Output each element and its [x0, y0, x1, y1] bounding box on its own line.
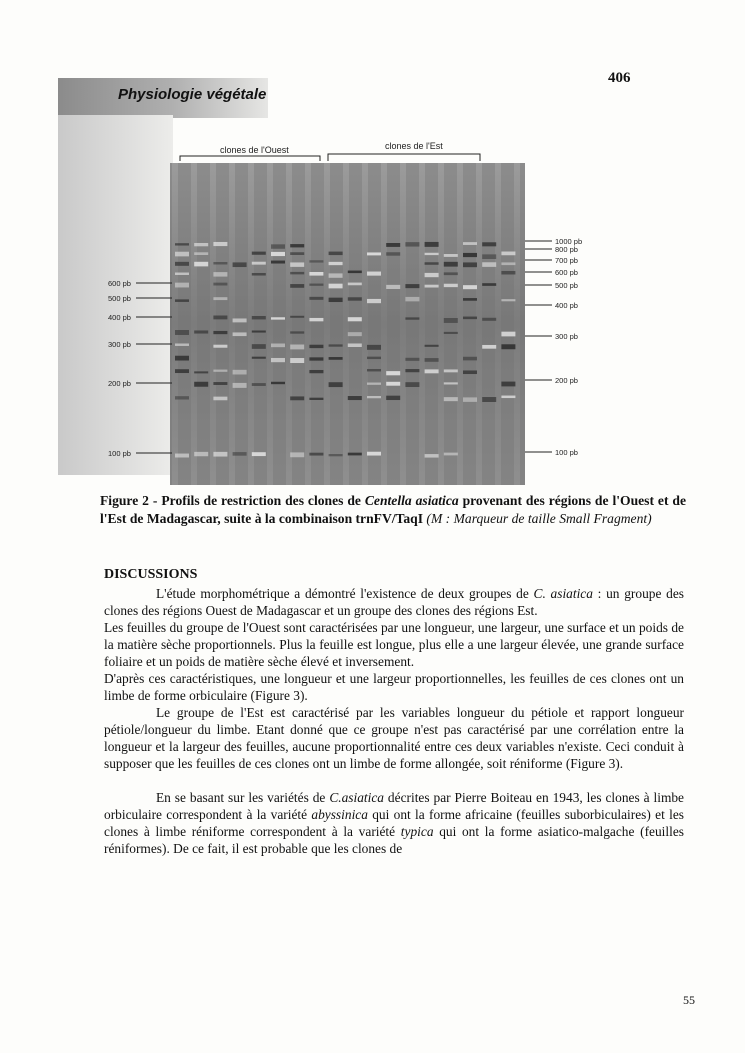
gel-band	[425, 369, 439, 373]
gel-band	[290, 262, 304, 266]
gel-band	[444, 254, 458, 257]
p1-text-a: L'étude morphométrique a démontré l'existence de deux groupes de	[156, 586, 534, 601]
gel-band	[482, 397, 496, 402]
gel-band	[290, 316, 304, 318]
gel-band	[367, 383, 381, 385]
gel-band	[329, 298, 343, 302]
right-marker-label: 600 pb	[555, 268, 578, 277]
gel-band	[290, 331, 304, 333]
p5-text-d: qui ont la forme asiatico-malgache (feuilles réniformes). De ce fait, il est probable que les clones de	[104, 824, 684, 856]
gel-band	[175, 252, 189, 257]
gel-band	[444, 284, 458, 287]
gel-band	[329, 252, 343, 255]
gel-band	[309, 345, 323, 348]
gel-band	[175, 243, 189, 245]
right-marker-label: 400 pb	[555, 301, 578, 310]
gel-band	[309, 318, 323, 321]
gel-band	[367, 369, 381, 371]
gel-band	[444, 272, 458, 275]
gel-band	[444, 332, 458, 334]
left-marker-label: 200 pb	[108, 379, 131, 388]
left-marker-label: 100 pb	[108, 449, 131, 458]
gel-band	[463, 370, 477, 374]
gel-band	[175, 396, 189, 399]
gel-band	[309, 357, 323, 360]
gel-band	[290, 284, 304, 288]
gel-band	[386, 371, 400, 375]
gel-band	[367, 396, 381, 398]
left-marker-label: 400 pb	[108, 313, 131, 322]
gel-band	[329, 344, 343, 346]
gel-band	[233, 318, 247, 322]
gel-band	[367, 252, 381, 255]
left-marker-label: 600 pb	[108, 279, 131, 288]
gel-band	[405, 284, 419, 288]
page-number-top: 406	[608, 70, 631, 86]
gel-band	[386, 252, 400, 255]
gel-band	[367, 357, 381, 359]
gel-band	[501, 344, 515, 349]
gel-band	[425, 242, 439, 247]
left-marker-label: 300 pb	[108, 340, 131, 349]
gel-band	[501, 252, 515, 256]
gel-band	[194, 330, 208, 333]
gel-band	[482, 318, 496, 321]
gel-band	[252, 252, 266, 255]
right-marker-label: 100 pb	[555, 448, 578, 457]
gel-band	[252, 383, 266, 386]
gel-band	[175, 343, 189, 345]
gel-band	[405, 242, 419, 246]
gel-electrophoresis-figure	[100, 135, 600, 485]
gel-band	[444, 318, 458, 323]
gel-band	[194, 371, 208, 373]
gel-band	[329, 262, 343, 265]
gel-band	[309, 398, 323, 400]
gel-band	[444, 453, 458, 456]
gel-band	[252, 316, 266, 319]
gel-band	[213, 382, 227, 385]
gel-band	[309, 260, 323, 262]
discussion-paragraph-3: D'après ces caractéristiques, une longueur et une largeur proportionnelles, les feuilles de ces clones ont un limbe de forme orbiculaire (Figure 3).	[104, 671, 684, 703]
right-marker-label: 1000 pb	[555, 237, 583, 246]
gel-band	[367, 272, 381, 276]
gel-band	[290, 345, 304, 350]
gel-band	[405, 382, 419, 387]
gel-band	[425, 285, 439, 288]
right-marker-label: 200 pb	[555, 376, 578, 385]
gel-band	[501, 396, 515, 399]
gel-band	[425, 358, 439, 362]
gel-band	[463, 253, 477, 257]
gel-group-label-west: clones de l'Ouest	[220, 145, 289, 155]
gel-band	[386, 243, 400, 247]
gel-band	[213, 297, 227, 300]
left-size-markers	[108, 279, 172, 458]
gel-band	[444, 262, 458, 267]
gel-band	[463, 285, 477, 289]
gel-band	[271, 358, 285, 362]
gel-band	[367, 299, 381, 303]
gel-group-label-east: clones de l'Est	[385, 141, 443, 151]
gel-band	[501, 271, 515, 275]
p5-text-a: En se basant sur les variétés de	[156, 790, 330, 805]
p5-species: C.asiatica	[329, 790, 384, 805]
gel-band	[309, 284, 323, 286]
gel-band	[175, 454, 189, 458]
gel-band	[386, 285, 400, 289]
gel-band	[213, 242, 227, 246]
gel-band	[213, 316, 227, 320]
gel-band	[194, 252, 208, 255]
gel-band	[252, 273, 266, 276]
gel-band	[233, 452, 247, 456]
right-marker-label: 300 pb	[555, 332, 578, 341]
gel-band	[348, 297, 362, 300]
gel-band	[213, 397, 227, 401]
gel-band	[213, 262, 227, 265]
figure-caption	[100, 492, 686, 528]
right-marker-label: 700 pb	[555, 256, 578, 265]
gel-band	[252, 344, 266, 349]
gel-band	[252, 262, 266, 265]
gel-band	[425, 345, 439, 347]
p1-species: C. asiatica	[533, 586, 593, 601]
gel-band	[252, 357, 266, 359]
gel-band	[290, 452, 304, 457]
discussion-paragraph-4: Le groupe de l'Est est caractérisé par les variables longueur du pétiole et rapport longueur pétiole/longueur du limbe. Etant donné que ce groupe n'est pas caractérisé par une corrélation entre la longueur et la largeur des feuilles, aucune proportionnalité entre ces deux variables n'existe. Ceci conduit à supposer que les feuilles de ces clones ont un limbe de forme allongée, soit réniforme (Figure 3).	[104, 705, 684, 771]
gel-band	[501, 332, 515, 337]
right-size-markers	[525, 237, 582, 457]
gel-band	[425, 253, 439, 255]
gel-band	[175, 356, 189, 361]
gel-band	[501, 262, 515, 265]
gel-band	[425, 273, 439, 277]
gel-band	[290, 396, 304, 400]
gel-band	[386, 396, 400, 400]
gel-band	[463, 298, 477, 301]
gel-band	[175, 299, 189, 302]
figure-label: Figure 2	[100, 493, 149, 508]
gel-band	[405, 358, 419, 361]
discussion-paragraph-5	[104, 789, 684, 857]
gel-band	[290, 358, 304, 363]
gel-band	[425, 262, 439, 265]
gel-band	[482, 283, 496, 286]
gel-band	[233, 370, 247, 375]
gel-band	[386, 382, 400, 386]
gel-band	[271, 344, 285, 348]
gel-band	[348, 271, 362, 274]
gel-band	[271, 317, 285, 319]
gel-band	[271, 244, 285, 248]
gel-band	[367, 452, 381, 456]
gel-band	[290, 252, 304, 255]
gel-band	[463, 242, 477, 245]
p5-variety-1: abyssinica	[311, 807, 368, 822]
gel-band	[482, 345, 496, 349]
p1-text-b: : un groupe des clones des régions Ouest de Madagascar et un groupe des clones des régions Est.	[104, 586, 684, 618]
gel-band	[252, 452, 266, 456]
gel-band	[290, 244, 304, 247]
gel-band	[252, 330, 266, 332]
right-marker-label: 800 pb	[555, 245, 578, 254]
gel-band	[405, 297, 419, 301]
gel-band	[213, 370, 227, 372]
gel-band	[271, 382, 285, 384]
page-number-bottom: 55	[683, 993, 695, 1007]
gel-band	[444, 382, 458, 384]
gel-band	[348, 396, 362, 400]
right-marker-label: 500 pb	[555, 281, 578, 290]
gel-band	[329, 454, 343, 456]
gel-band	[501, 382, 515, 387]
gel-band	[175, 283, 189, 288]
discussions-heading: DISCUSSIONS	[104, 567, 198, 582]
gel-band	[405, 317, 419, 319]
gel-band	[463, 397, 477, 401]
gel-band	[213, 452, 227, 457]
gel-band	[194, 262, 208, 267]
p5-text-c: qui ont la forme africaine (feuilles suborbiculaires) et les clones à limbe réniforme correspondent à la variété	[104, 807, 684, 839]
gel-band	[194, 243, 208, 246]
discussion-paragraph-1	[104, 585, 684, 619]
gel-band	[348, 317, 362, 321]
gel-band	[309, 272, 323, 276]
gel-band	[348, 453, 362, 456]
figure-species-name: Centella asiatica	[364, 493, 459, 508]
gel-band	[463, 262, 477, 267]
gel-band	[348, 343, 362, 347]
gel-band	[309, 370, 323, 373]
gel-band	[213, 272, 227, 276]
p5-text-b: décrites par Pierre Boiteau en 1943, les clones à limbe orbiculaire correspondent à la variété	[104, 790, 684, 822]
gel-band	[175, 273, 189, 275]
gel-band	[463, 357, 477, 361]
gel-band	[213, 283, 227, 286]
gel-band	[501, 299, 515, 301]
gel-band	[405, 369, 419, 372]
gel-band	[213, 331, 227, 334]
gel-band	[309, 453, 323, 456]
discussion-paragraph-2: Les feuilles du groupe de l'Ouest sont caractérisées par une longueur, une largeur, une surface et un poids de la matière sèche proportionnels. Plus la feuille est longue, plus elle a une largeur élevée, une grande surface foliaire et un poids de matière sèche élevé et inversement.	[104, 620, 684, 669]
gel-band	[482, 254, 496, 259]
gel-band	[329, 382, 343, 387]
gel-band	[425, 454, 439, 458]
gel-band	[482, 242, 496, 246]
section-header-title: Physiologie végétale	[118, 86, 267, 103]
gel-band	[271, 252, 285, 256]
gel-band	[194, 382, 208, 387]
gel-band	[463, 317, 477, 320]
gel-band	[175, 330, 189, 335]
gel-group-bracket-west	[180, 156, 320, 161]
gel-band	[233, 383, 247, 388]
gel-band	[290, 272, 304, 274]
gel-band	[271, 261, 285, 264]
gel-band	[175, 369, 189, 373]
figure-title-part2: provenant des régions de l'Ouest et de l'Est de Madagascar, suite à la combinaison trnFV/TaqI	[100, 493, 686, 526]
gel-band	[329, 357, 343, 360]
figure-note: (M : Marqueur de taille Small Fragment)	[423, 511, 652, 526]
gel-band	[233, 332, 247, 336]
gel-band	[329, 284, 343, 289]
gel-band	[348, 283, 362, 286]
figure-title-part1: - Profils de restriction des clones de	[148, 493, 365, 508]
gel-band	[233, 262, 247, 267]
gel-band	[348, 332, 362, 336]
gel-band	[444, 369, 458, 372]
left-marker-label: 500 pb	[108, 294, 131, 303]
gel-band	[213, 345, 227, 348]
gel-band	[309, 297, 323, 300]
p5-variety-2: typica	[400, 824, 434, 839]
gel-band	[482, 262, 496, 267]
gel-band	[444, 397, 458, 401]
gel-band	[175, 262, 189, 266]
gel-band	[194, 452, 208, 456]
gel-group-bracket-east	[328, 154, 480, 161]
gel-band	[367, 345, 381, 350]
gel-band	[329, 273, 343, 277]
gel-lanes	[170, 163, 525, 485]
